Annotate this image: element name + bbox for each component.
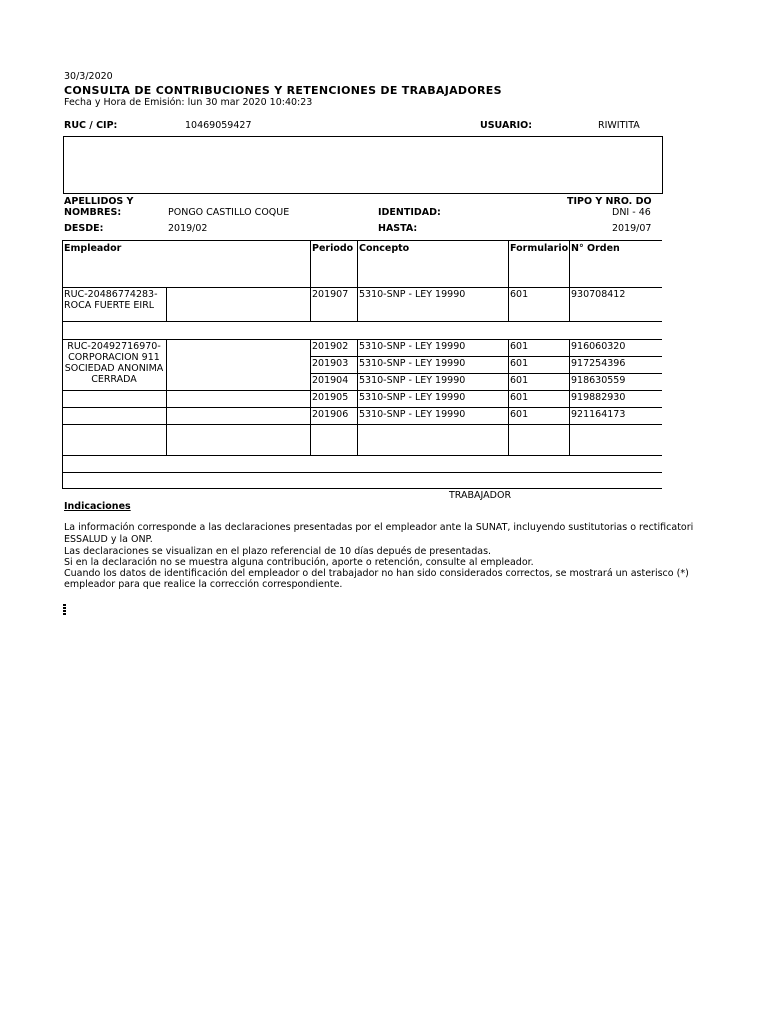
header-form: Formulario — [510, 243, 569, 254]
row-concept: 5310-SNP - LEY 19990 — [359, 341, 466, 352]
indications-heading: Indicaciones — [64, 501, 131, 512]
row-period: 201902 — [312, 341, 349, 352]
indications-line: ESSALUD y la ONP. — [64, 534, 153, 545]
emission-datetime: Fecha y Hora de Emisión: lun 30 mar 2020 10:40:23 — [64, 97, 313, 108]
row-period: 201905 — [312, 392, 349, 403]
row-period: 201904 — [312, 375, 349, 386]
row-order: 930708412 — [571, 289, 626, 300]
names-value: PONGO CASTILLO COQUE — [168, 207, 290, 218]
indications-line: La información corresponde a las declaraciones presentadas por el empleador ante la SUNAT, incluyendo sustitutorias o rectificatori — [64, 522, 694, 533]
doc-type-label: TIPO Y NRO. DO — [567, 196, 652, 207]
ruc-value: 10469059427 — [185, 120, 252, 131]
names-label-line1: APELLIDOS Y — [64, 196, 134, 207]
doc-value: DNI - 46 — [612, 207, 651, 218]
report-date: 30/3/2020 — [64, 71, 113, 82]
to-label: HASTA: — [378, 223, 418, 234]
row-form: 601 — [510, 358, 529, 369]
indications-line: Las declaraciones se visualizan en el plazo referencial de 10 días depués de presentadas. — [64, 546, 492, 557]
row-form: 601 — [510, 392, 529, 403]
row-period: 201903 — [312, 358, 349, 369]
row-form: 601 — [510, 341, 529, 352]
row-period: 201906 — [312, 409, 349, 420]
indications-line: empleador para que realice la corrección correspondiente. — [64, 579, 343, 590]
row-concept: 5310-SNP - LEY 19990 — [359, 358, 466, 369]
to-value: 2019/07 — [612, 223, 652, 234]
from-label: DESDE: — [64, 223, 104, 234]
employer-name: RUC-20486774283-ROCA FUERTE EIRL — [64, 289, 158, 311]
report-title: CONSULTA DE CONTRIBUCIONES Y RETENCIONES DE TRABAJADORES — [64, 84, 502, 97]
header-concept: Concepto — [359, 243, 410, 254]
indications-line: Si en la declaración no se muestra alguna contribución, aporte o retención, consulte al empleador. — [64, 557, 534, 568]
row-form: 601 — [510, 375, 529, 386]
row-order: 918630559 — [571, 375, 626, 386]
user-label: USUARIO: — [480, 120, 533, 131]
row-order: 921164173 — [571, 409, 626, 420]
row-order: 919882930 — [571, 392, 626, 403]
header-employer: Empleador — [64, 243, 122, 254]
employer-name: RUC-20492716970-CORPORACION 911 SOCIEDAD ANONIMA CERRADA — [64, 341, 164, 385]
blank-box — [63, 136, 663, 194]
names-label-line2: NOMBRES: — [64, 207, 122, 218]
row-concept: 5310-SNP - LEY 19990 — [359, 409, 466, 420]
page-break-marker — [63, 604, 66, 616]
user-value: RIWITITA — [598, 120, 640, 131]
identity-label: IDENTIDAD: — [378, 207, 441, 218]
row-order: 917254396 — [571, 358, 626, 369]
row-form: 601 — [510, 289, 529, 300]
header-period: Periodo — [312, 243, 354, 254]
row-concept: 5310-SNP - LEY 19990 — [359, 375, 466, 386]
row-concept: 5310-SNP - LEY 19990 — [359, 289, 466, 300]
row-period: 201907 — [312, 289, 349, 300]
indications-line: Cuando los datos de identificación del empleador o del trabajador no han sido considerados correctos, se mostrará un asterisco (*) — [64, 568, 689, 579]
ruc-label: RUC / CIP: — [64, 120, 118, 131]
row-form: 601 — [510, 409, 529, 420]
row-concept: 5310-SNP - LEY 19990 — [359, 392, 466, 403]
header-order: N° Orden — [571, 243, 620, 254]
table-footer-label: TRABAJADOR — [449, 490, 512, 501]
from-value: 2019/02 — [168, 223, 208, 234]
row-order: 916060320 — [571, 341, 626, 352]
